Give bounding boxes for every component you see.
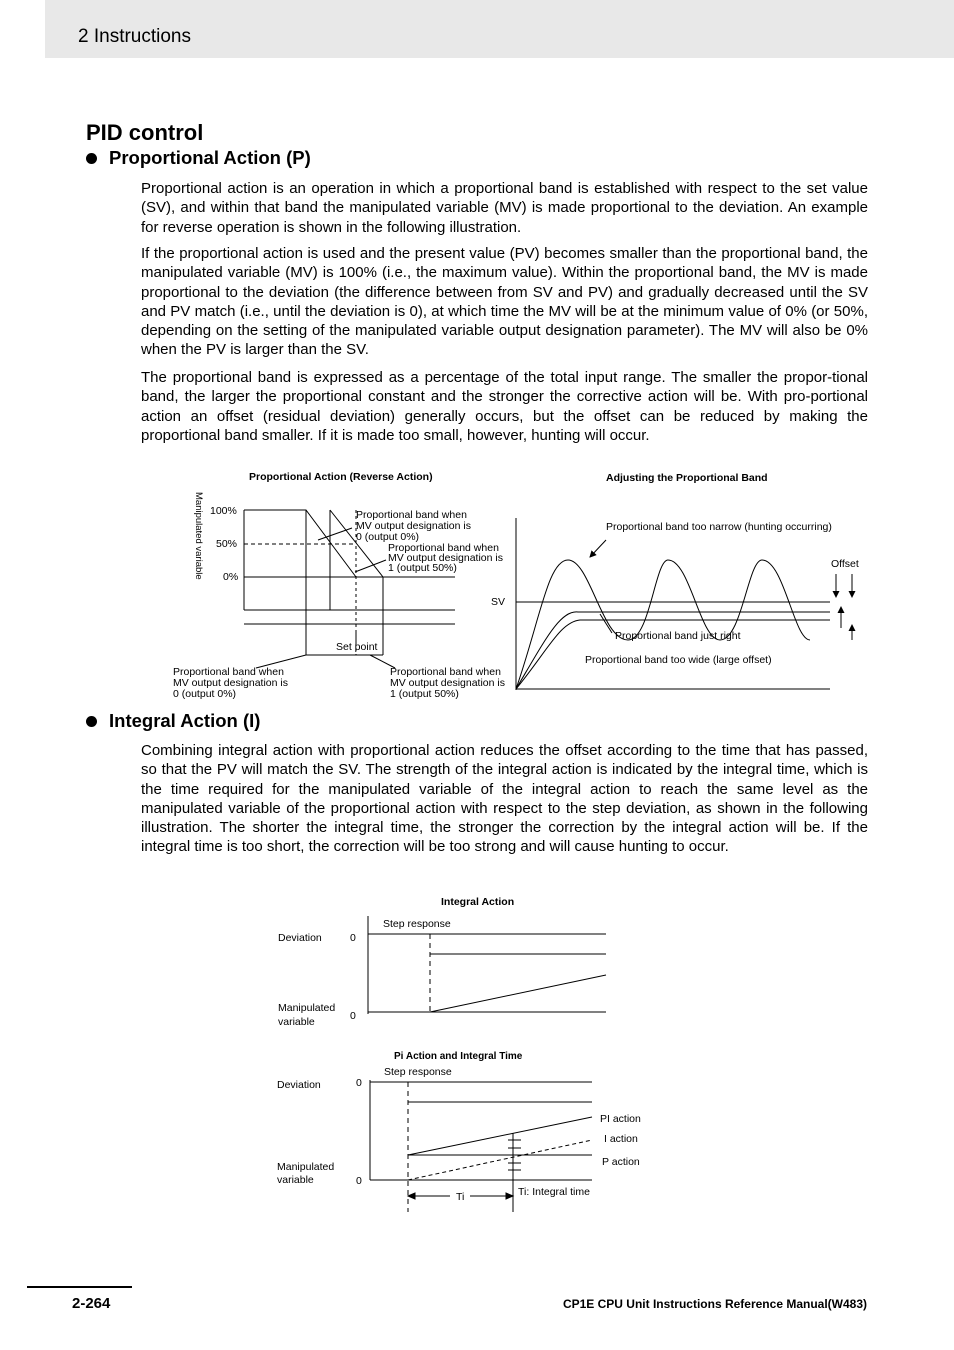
fig2-zero-mv: 0 xyxy=(350,1010,356,1022)
fig1-y-axis-label: Manipulated variable xyxy=(193,492,204,580)
fig1-y-0: 0% xyxy=(223,571,239,583)
fig1-bottom-band1-l1: Proportional band when xyxy=(390,666,501,678)
fig3-p-action: P action xyxy=(602,1156,640,1168)
fig3-i-action: I action xyxy=(604,1133,638,1145)
fig1-too-narrow: Proportional band too narrow (hunting occurring) xyxy=(606,521,832,533)
page-number: 2-264 xyxy=(72,1295,111,1312)
fig3-i-line xyxy=(408,1140,592,1180)
integral-paragraph: Combining integral action with proportional action reduces the offset according to the time that has passed, so that the PV will match the SV. The strength of the integral action is indicated by the integral time, which is the time required for the manipulated variable of the integral action to reach the same level as the manipulated variable of the proportional action with respect to the step deviation, as shown in the following illustration. The shorter the integral time, the stronger the correction by the integral action will be. If the integral time is too short, the correction will be too strong and will cause hunting to occur. xyxy=(141,742,868,856)
fig1-top-band0-l3: 0 (output 0%) xyxy=(356,531,420,543)
fig1-y-100: 100% xyxy=(210,505,237,517)
fig3-ti-label: Ti: Integral time xyxy=(518,1186,590,1198)
fig1-top-band1-l3: 1 (output 50%) xyxy=(388,562,457,574)
fig3-title: Pi Action and Integral Time xyxy=(394,1051,523,1062)
fig3-step-response: Step response xyxy=(384,1066,452,1078)
fig1-top-band1-l2: MV output designation is xyxy=(388,552,503,564)
fig1-left-title: Proportional Action (Reverse Action) xyxy=(249,471,433,483)
fig3-deviation: Deviation xyxy=(277,1079,321,1091)
fig1-just-right: Proportional band just right xyxy=(615,630,741,642)
fig2-title: Integral Action xyxy=(441,896,515,908)
fig3-ti: Ti xyxy=(456,1191,465,1203)
fig2-zero-dev: 0 xyxy=(350,932,356,944)
fig1-y-50: 50% xyxy=(216,538,238,550)
fig1-top-band1-l1: Proportional band when xyxy=(388,542,499,554)
fig2-mv-l2: variable xyxy=(278,1016,315,1028)
fig1-bottom-band0-l1: Proportional band when xyxy=(173,666,284,678)
fig2-step-response: Step response xyxy=(383,918,451,930)
fig1-offset: Offset xyxy=(831,558,859,570)
fig3-pi-line xyxy=(408,1117,592,1155)
fig1-bottom-band0-l2: MV output designation is xyxy=(173,677,288,689)
fig3-zero-dev: 0 xyxy=(356,1077,362,1089)
proportional-paragraph-3: The proportional band is expressed as a percentage of the total input range. The smaller the propor-tional band, the larger the proportional constant and the stronger the corrective action will be. With pro-portional action an offset (residual deviation) generally occurs, but the offset can be reduced by making the proportional band smaller. If it is made too small, however, hunting will occur. xyxy=(141,369,868,444)
fig2-integral-ramp xyxy=(430,975,606,1012)
proportional-paragraph-1: Proportional action is an operation in which a proportional band is established with respect to the set value (SV), and within that band the manipulated variable (MV) is made proportional to the deviation. An example for reverse operation is shown in the following illustration. xyxy=(141,180,868,236)
manual-title: CP1E CPU Unit Instructions Reference Manual(W483) xyxy=(562,1297,867,1311)
fig3-ti-arrowhead-left xyxy=(408,1193,415,1199)
fig3-zero-mv: 0 xyxy=(356,1175,362,1187)
fig3-pi-action: PI action xyxy=(600,1113,641,1125)
section-header: 2 Instructions xyxy=(78,26,191,47)
fig3-mv-l2: variable xyxy=(277,1174,314,1186)
fig1-right-title: Adjusting the Proportional Band xyxy=(606,472,768,484)
fig1-bottom-band1-l3: 1 (output 50%) xyxy=(390,688,459,700)
fig2-mv-l1: Manipulated xyxy=(278,1002,336,1014)
fig2-deviation: Deviation xyxy=(278,932,322,944)
footer-rule xyxy=(27,1286,132,1288)
fig1-top-band0-l1: Proportional band when xyxy=(356,509,467,521)
fig1-bottom-band0-l3: 0 (output 0%) xyxy=(173,688,237,700)
fig1-bottom-band1-l2: MV output designation is xyxy=(390,677,505,689)
proportional-heading-text: Proportional Action (P) xyxy=(109,147,311,168)
page-title: PID control xyxy=(86,120,204,145)
fig3-mv-l1: Manipulated xyxy=(277,1161,335,1173)
fig3-ti-arrowhead-right xyxy=(506,1193,513,1199)
fig1-set-point: Set point xyxy=(336,641,378,653)
fig1-too-wide: Proportional band too wide (large offset) xyxy=(585,654,772,666)
integral-heading-text: Integral Action (I) xyxy=(109,710,261,731)
proportional-paragraph-2: If the proportional action is used and the present value (PV) becomes smaller than the proportional band, the manipulated variable (MV) is 100% (i.e., the maximum value). Within the proportional band, the MV is made proportional to the deviation (the difference between from SV and PV) and gradually decreased until the SV and PV match (i.e., until the deviation is 0), at which time the MV will be at the minimum value of 0% (or 50%, depending on the setting of the manipulated variable output designation parameter). The MV will also be 0% when the PV is larger than the SV. xyxy=(141,245,868,359)
fig1-sv-label: SV xyxy=(491,596,506,608)
fig1-top-band0-l2: MV output designation is xyxy=(356,520,471,532)
